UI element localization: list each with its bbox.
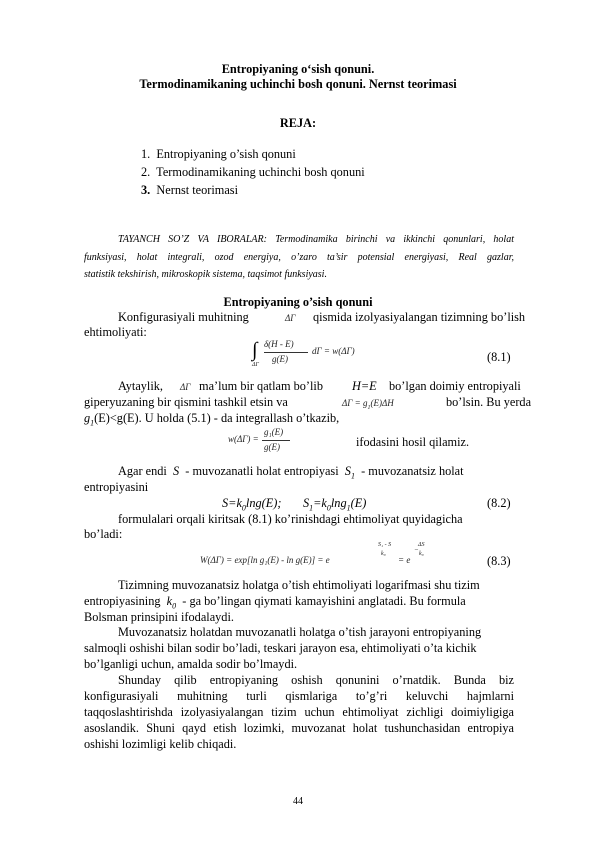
- para3-line-1: [118, 464, 464, 483]
- title-line-2: Termodinamikaning uchinchi bosh qonuni. Nernst teorimasi: [139, 77, 457, 91]
- para1-part-b: qismida izolyasiyalangan tizimning bo’lish: [313, 310, 526, 324]
- plan-item-number: 3.: [141, 183, 151, 197]
- equation-8-3: [200, 541, 440, 571]
- entropy-g1-sub: 1: [346, 503, 351, 513]
- plan-item-number: 1.: [141, 147, 151, 161]
- entropy-k0-sub: 0: [326, 503, 331, 513]
- fraction-numerator: δ(H - E): [264, 339, 294, 349]
- eq83-main: W(ΔΓ) = exp[ln g₁(E) - ln g(E)] = e: [200, 555, 330, 565]
- g1-symbol: g: [84, 411, 91, 425]
- equation-w: [228, 426, 318, 458]
- entropy-s1-eq: =k: [313, 496, 327, 510]
- para5-line-3: Bolsman prinsipini ifodalaydi.: [84, 610, 234, 624]
- para3-part-d: entropiyasini: [84, 480, 149, 494]
- g1-subscript: 1: [90, 418, 95, 428]
- plan-heading: REJA:: [279, 116, 317, 130]
- fraction-denominator: g(E): [272, 354, 288, 364]
- inline-equation: [342, 398, 394, 411]
- w-denominator: g(E): [264, 442, 280, 452]
- equation-rhs: dΓ = w(ΔΓ): [312, 346, 355, 356]
- eq83-exp2-bottom: k₀: [419, 551, 424, 557]
- para5-part-c: - ga bo’lingan qiymati kamayishini anglatadi. Bu formula: [182, 594, 466, 608]
- plan-item-3: [141, 183, 238, 198]
- entropy-s-sub: 0: [241, 503, 246, 513]
- para5-line-1: Tizimning muvozanatsiz holatga o’tish ehtimoliyati logarifmasi shu tizim: [118, 578, 480, 592]
- eq83-exp2-top: ΔS: [418, 542, 425, 548]
- para3-part-c: - muvozanatsiz holat: [361, 464, 464, 478]
- g-inequality: (E)<g(E).: [94, 411, 142, 425]
- para6-line-3: bo’lganligi uchun, amalda sodir bo’lmaydi.: [84, 657, 298, 671]
- equation-8-1: [252, 338, 372, 374]
- title-line-1: Entropiyaning o‘sish qonuni.: [221, 62, 375, 76]
- s1-symbol: S: [344, 464, 351, 478]
- k0-subscript: 0: [172, 601, 177, 611]
- delta-gamma-symbol: ΔΓ: [285, 313, 296, 323]
- para2-part-c: bo’lgan doimiy entropiyali: [389, 379, 521, 393]
- eq83-mid: = e: [398, 555, 411, 565]
- fraction-bar: [264, 352, 308, 353]
- para1-part-a: Konfigurasiyali muhitning: [118, 310, 249, 324]
- para1-part-c: ehtimoliyati:: [84, 325, 147, 339]
- plan-item-text: Entropiyaning o’sish qonuni: [156, 147, 296, 161]
- s-symbol: S: [172, 464, 180, 478]
- para4-line-1: formulalari orqali kiritsak (8.1) ko’rinishdagi ehtimoliyat quyidagicha: [118, 512, 463, 526]
- equation-label-8-3: (8.3): [487, 554, 511, 568]
- integral-lower-limit: ΔΓ: [252, 362, 259, 368]
- para2-part-g: ifodasini hosil qilamiz.: [356, 435, 470, 449]
- para5-part-b: entropiyasining: [84, 594, 161, 608]
- entropy-s-rest: lng(E);: [245, 496, 282, 510]
- inline-eq-sub: 1: [367, 404, 371, 411]
- page-number: 44: [293, 796, 303, 807]
- para2-part-e: bo’lsin. Bu yerda: [446, 395, 532, 409]
- para2-part-a: Aytaylik,: [118, 379, 163, 393]
- plan-item-number: 2.: [141, 165, 151, 179]
- inline-eq-a: ΔΓ = g: [342, 398, 368, 408]
- eq83-minus: −: [414, 546, 419, 554]
- delta-gamma-symbol: ΔΓ: [180, 382, 191, 392]
- para7-line-2: konfigurasiyali muhitning turli qismlariga to’g’ri keluvchi hajmlarni: [84, 689, 514, 703]
- equation-label-8-2: (8.2): [487, 496, 511, 510]
- para7-line-1: Shunday qilib entropiyaning oshish qonunini o’rnatdik. Bunda biz: [118, 673, 514, 687]
- equation-label-8-1: (8.1): [487, 350, 511, 364]
- para2-part-b: ma’lum bir qatlam bo’lib: [199, 379, 323, 393]
- para7-line-3: taqqoslashtirishda izolyasiyalangan tizim uchun ehtimoliyat zichligi doimiyligiga: [84, 705, 514, 719]
- w-lhs: w(ΔΓ) =: [228, 434, 259, 444]
- keywords-line-1: TAYANCH SO’Z VA IBORALAR: Termodinamika birinchi va ikkinchi qonunlari, holat: [118, 234, 514, 245]
- para4-line-2: bo’ladi:: [84, 527, 123, 541]
- integral-sign: ∫: [252, 339, 258, 361]
- plan-item-text: Termodinamikaning uchinchi bosh qonuni: [156, 165, 365, 179]
- fraction-bar: [262, 440, 290, 441]
- para2-part-d: giperyuzaning bir qismini tashkil etsin va: [84, 395, 288, 409]
- h-equals-e: H=E: [352, 379, 377, 393]
- para7-line-5: oshishi lozimligi kelib chiqadi.: [84, 737, 237, 751]
- w-numerator: g₁(E): [264, 427, 284, 437]
- entropy-s1-ln: lng: [330, 496, 347, 510]
- para2-part-f: U holda (5.1) - da integrallash o’tkazib,: [144, 411, 340, 425]
- k0-symbol: k: [166, 594, 173, 608]
- plan-item-2: [141, 165, 365, 180]
- plan-item-1: [141, 147, 296, 162]
- para7-line-4: asoslandik. Shuni qayd etish lozimki, muvozanat holat tushunchasidan entropiya: [84, 721, 514, 735]
- para3-part-a: Agar endi: [118, 464, 167, 478]
- para3-part-b: - muvozanatli holat entropiyasi: [185, 464, 339, 478]
- inline-eq-b: (E)ΔH: [370, 398, 394, 408]
- eq83-exp1-top: S₁ - S: [378, 542, 392, 548]
- plan-item-text: Nernst teorimasi: [156, 183, 239, 197]
- para6-line-1: Muvozanatsiz holatdan muvozanatli holatga o’tish jarayoni entropiyaning: [118, 625, 482, 639]
- para6-line-2: salmoqli oshishi bilan sodir bo’ladi, teskari jarayon esa, ehtimoliyati o’ta kichik: [84, 641, 477, 655]
- entropy-s1-end: (E): [350, 496, 367, 510]
- keywords-line-3: statistik tekshirish, mikroskopik sistema, taqsimot funksiyasi.: [84, 269, 327, 280]
- entropy-s1: S: [302, 496, 310, 510]
- s1-subscript: 1: [350, 471, 355, 481]
- section-heading: Entropiyaning o’sish qonuni: [223, 295, 373, 309]
- keywords-line-2: funksiyasi, holat integrali, ozod energiya, o’zaro ta’sir potensial energiyasi, Real gazlar,: [84, 252, 514, 263]
- entropy-s1-sub: 1: [309, 503, 314, 513]
- eq83-exp1-bottom: k₀: [381, 551, 386, 557]
- entropy-s: S=k: [222, 496, 242, 510]
